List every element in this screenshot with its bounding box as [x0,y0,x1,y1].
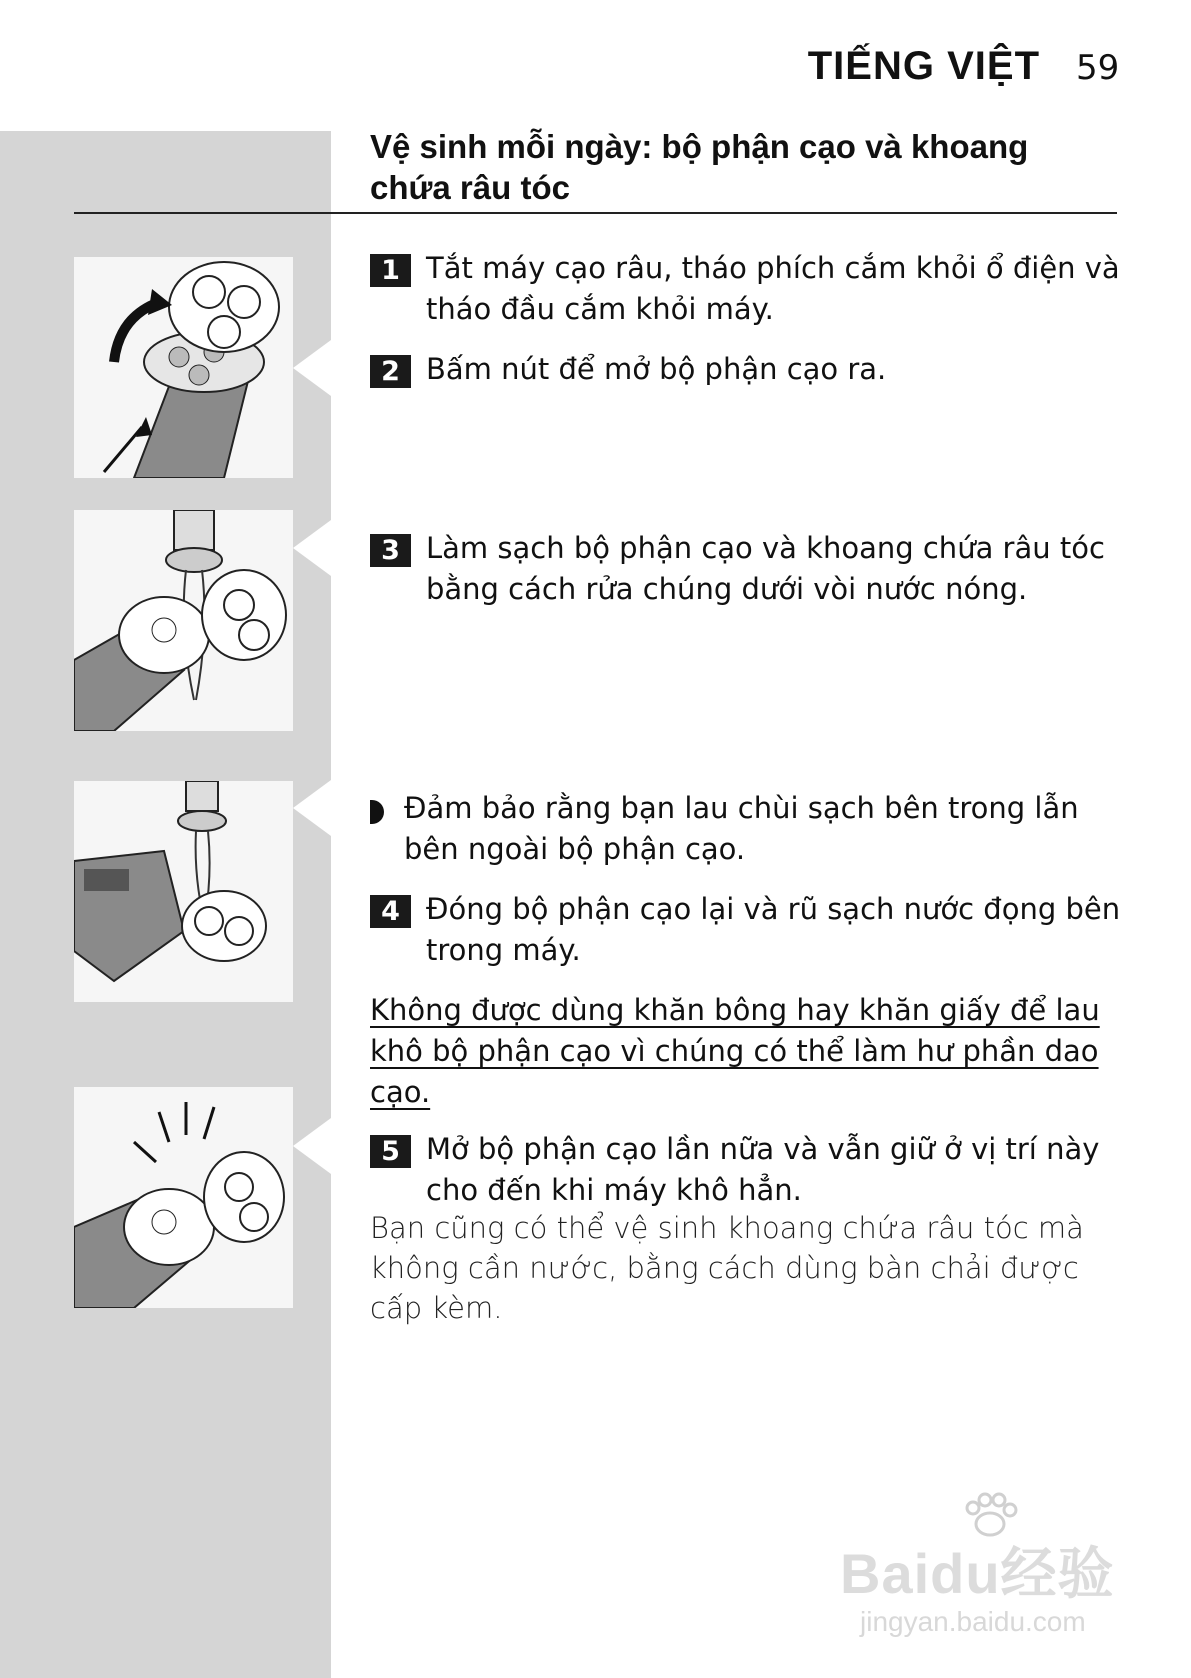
step-1 [370,248,1130,330]
illustration-rinse-inside-outside [74,781,293,1002]
step-2 [370,349,1130,390]
shaver-clean-image [74,781,293,1002]
watermark-url: jingyan.baidu.com [860,1606,1086,1637]
step-text: Bấm nút để mở bộ phận cạo ra. [426,352,887,386]
note-text: Bạn cũng có thể vệ sinh khoang chứa râu tóc mà không cần nước, bằng cách dùng bàn chải được cấp kèm. [370,1211,1084,1325]
step-3 [370,528,1130,610]
step-number: 4 [370,895,411,928]
page-number: 59 [1076,48,1120,88]
illustration-pointer [293,1118,331,1174]
step-number: 2 [370,355,411,388]
section-title: Vệ sinh mỗi ngày: bộ phận cạo và khoang chứa râu tóc [370,128,1029,206]
shaver-dry-image [74,1087,293,1308]
step-5 [370,1129,1130,1211]
step-4 [370,889,1130,971]
warning-text: Không được dùng khăn bông hay khăn giấy để lau khô bộ phận cạo vì chúng có thể làm hư phần dao cạo. [370,993,1100,1109]
illustration-rinse-tap [74,510,293,731]
illustration-open-shaving-unit [74,257,293,478]
watermark-logo: Baidu经验 [840,1542,1115,1605]
step-number: 3 [370,534,411,567]
step-text: Tắt máy cạo râu, tháo phích cắm khỏi ổ điện và tháo đầu cắm khỏi máy. [426,251,1120,326]
shaver-open-image [74,257,293,478]
title-divider [74,212,1117,214]
step-text: Mở bộ phận cạo lần nữa và vẫn giữ ở vị trí này cho đến khi máy khô hẳn. [426,1132,1100,1207]
step-number: 1 [370,254,411,287]
illustration-pointer [293,520,331,576]
bullet-note [370,788,1130,870]
illustration-pointer [293,340,331,396]
illustration-dry-open [74,1087,293,1308]
bullet-text: Đảm bảo rằng bạn lau chùi sạch bên trong lẫn bên ngoài bộ phận cạo. [404,791,1079,866]
step-text: Làm sạch bộ phận cạo và khoang chứa râu tóc bằng cách rửa chúng dưới vòi nước nóng. [426,531,1105,606]
shaver-rinse-image [74,510,293,731]
step-text: Đóng bộ phận cạo lại và rũ sạch nước đọng bên trong máy. [426,892,1121,967]
step-number: 5 [370,1135,411,1168]
header-language: TIẾNG VIỆT [807,44,1040,88]
illustration-pointer [293,780,331,836]
watermark [840,1490,1130,1650]
